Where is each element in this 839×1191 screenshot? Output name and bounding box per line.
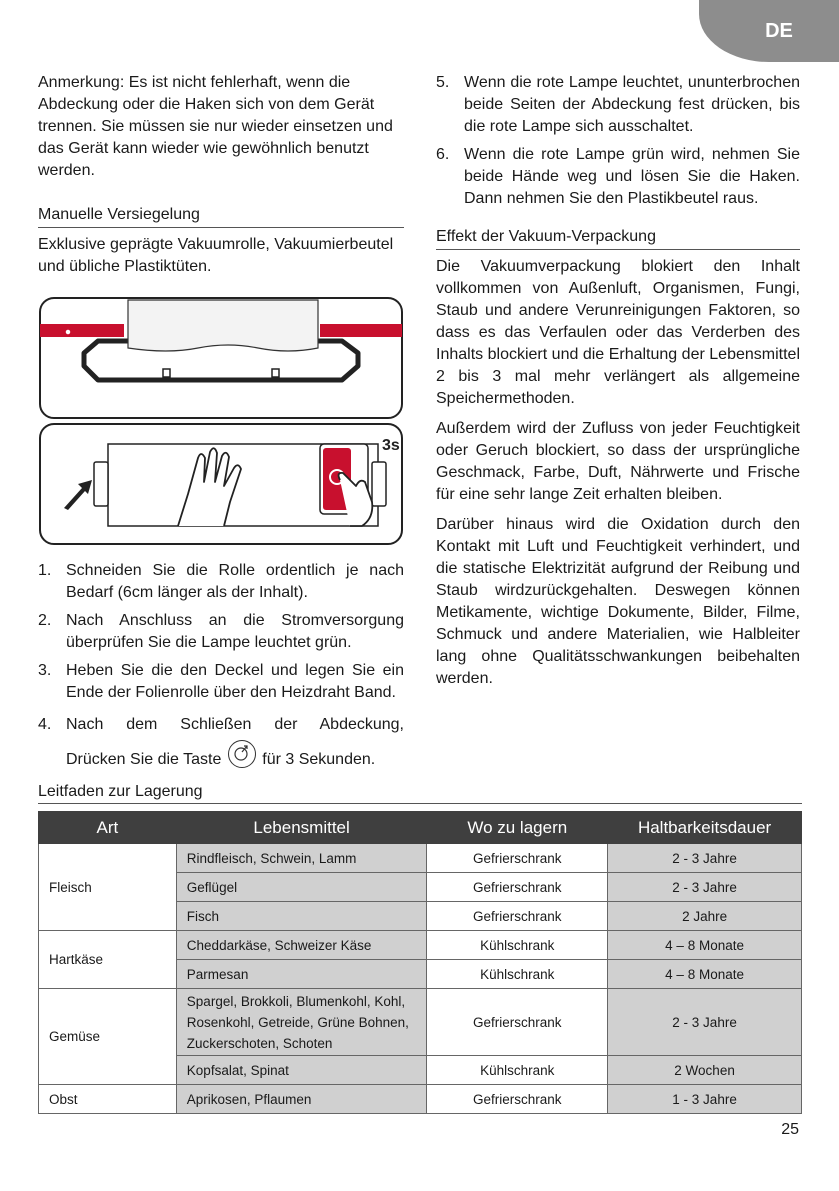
timer-label: 3s xyxy=(382,437,400,454)
table-row: Fleisch Rindfleisch, Schwein, Lamm Gefrierschrank 2 - 3 Jahre xyxy=(39,844,802,873)
steps-list-right xyxy=(436,72,800,210)
step-3: 3. Heben Sie die den Deckel und legen Sie ein Ende der Folienrolle über den Heizdraht Band. xyxy=(38,662,404,701)
step-6: 6. Wenn die rote Lampe grün wird, nehmen Sie beide Hände weg und lösen Sie die Haken. Dann nehmen Sie den Plastikbeutel raus. xyxy=(436,146,800,207)
table-row: Geflügel Gefrierschrank 2 - 3 Jahre xyxy=(39,873,802,902)
category-cell: Fleisch xyxy=(39,844,177,931)
vacuum-effect-heading: Effekt der Vakuum-Verpackung xyxy=(436,226,800,250)
page-number: 25 xyxy=(781,1121,799,1138)
table-row: Fisch Gefrierschrank 2 Jahre xyxy=(39,902,802,931)
left-column xyxy=(38,70,404,781)
vacuum-effect-paragraph-1: Die Vakuumverpackung blokiert den Inhalt vollkommen von Außenluft, Organismen, Fungi, Staub und andere Verunreinigungen Faktoren, so dass es das Verfaulen oder das Verderben des Inhalts blockiert und die Erhaltung der Lebensmittel 2 bis 3 mal mehr verlängert als allgemeine Speichermethoden. xyxy=(436,258,800,407)
language-tab: DE xyxy=(699,0,839,62)
table-row: Kopfsalat, Spinat Kühlschrank 2 Wochen xyxy=(39,1056,802,1085)
vacuum-effect-paragraph-2: Außerdem wird der Zufluss von jeder Feuchtigkeit oder Geruch blockiert, so dass der ursprüngliche Geschmack, Farbe, Duft, Nährwerte und Frische für eine sehr lange Zeit erhalten bleiben. xyxy=(436,420,800,503)
table-header-row xyxy=(39,812,802,844)
seal-button-icon xyxy=(228,740,256,768)
storage-table xyxy=(38,811,802,1114)
step-1: 1. Schneiden Sie die Rolle ordentlich je nach Bedarf (6cm länger als der Inhalt). xyxy=(38,562,404,601)
category-cell: Obst xyxy=(39,1085,177,1114)
note-paragraph xyxy=(38,72,404,182)
step-2: 2. Nach Anschluss an die Stromversorgung überprüfen Sie die Lampe leuchtet grün. xyxy=(38,612,404,651)
vacuum-effect-paragraph-3: Darüber hinaus wird die Oxidation durch den Kontakt mit Luft und Feuchtigkeit verhindert, und die statische Elektrizität aufgrund der Reibung und Staub wirdzurückgehalten. Deswegen können Metikamente, wichtige Dokumente, Bilder, Filme, Schmuck und andere Materialien, wie Halbleiter lang ohne Qualitätsschwankungen beibehalten werden. xyxy=(436,516,800,687)
storage-guide-title: Leitfaden zur Lagerung xyxy=(38,781,802,804)
header-haltbarkeitsdauer: Haltbarkeitsdauer xyxy=(608,812,802,844)
heating-strip-left xyxy=(40,324,124,337)
plastic-bag xyxy=(128,300,318,351)
table-row: Parmesan Kühlschrank 4 – 8 Monate xyxy=(39,960,802,989)
note-text: Es ist nicht fehlerhaft, wenn die Abdeckung oder die Haken sich von dem Gerät trennen. Sie müssen sie nur wieder einsetzen und das Gerät kann wieder wie gewöhnlich benutzt werden. xyxy=(38,74,393,179)
step-4: 4. Nach dem Schließen der Abdeckung, Drücken Sie die Taste für 3 Sekunden. xyxy=(38,716,404,768)
header-lebensmittel: Lebensmittel xyxy=(176,812,427,844)
table-row: Obst Aprikosen, Pflaumen Gefrierschrank 1 - 3 Jahre xyxy=(39,1085,802,1114)
header-art: Art xyxy=(39,812,177,844)
category-cell: Hartkäse xyxy=(39,931,177,989)
header-wo-zu-lagern: Wo zu lagern xyxy=(427,812,608,844)
sealing-illustration-press xyxy=(38,422,404,546)
sealing-illustration-top xyxy=(38,296,404,420)
right-column xyxy=(436,70,800,690)
manual-sealing-intro: Exklusive geprägte Vakuumrolle, Vakuumierbeutel und übliche Plastiktüten. xyxy=(38,236,394,275)
note-label: Anmerkung: xyxy=(38,74,125,91)
table-row: Hartkäse Cheddarkäse, Schweizer Käse Kühlschrank 4 – 8 Monate xyxy=(39,931,802,960)
step-5: 5. Wenn die rote Lampe leuchtet, ununterbrochen beide Seiten der Abdeckung fest drücken, bis die rote Lampe sich ausschaltet. xyxy=(436,74,800,135)
heating-strip-right xyxy=(320,324,402,337)
manual-sealing-heading: Manuelle Versiegelung xyxy=(38,204,404,228)
category-cell: Gemüse xyxy=(39,989,177,1085)
table-row: Gemüse Spargel, Brokkoli, Blumenkohl, Kohl, Rosenkohl, Getreide, Grüne Bohnen, Zuckerschoten, Schoten Gefrierschrank 2 - 3 Jahre xyxy=(39,989,802,1056)
steps-list-left xyxy=(38,560,404,775)
